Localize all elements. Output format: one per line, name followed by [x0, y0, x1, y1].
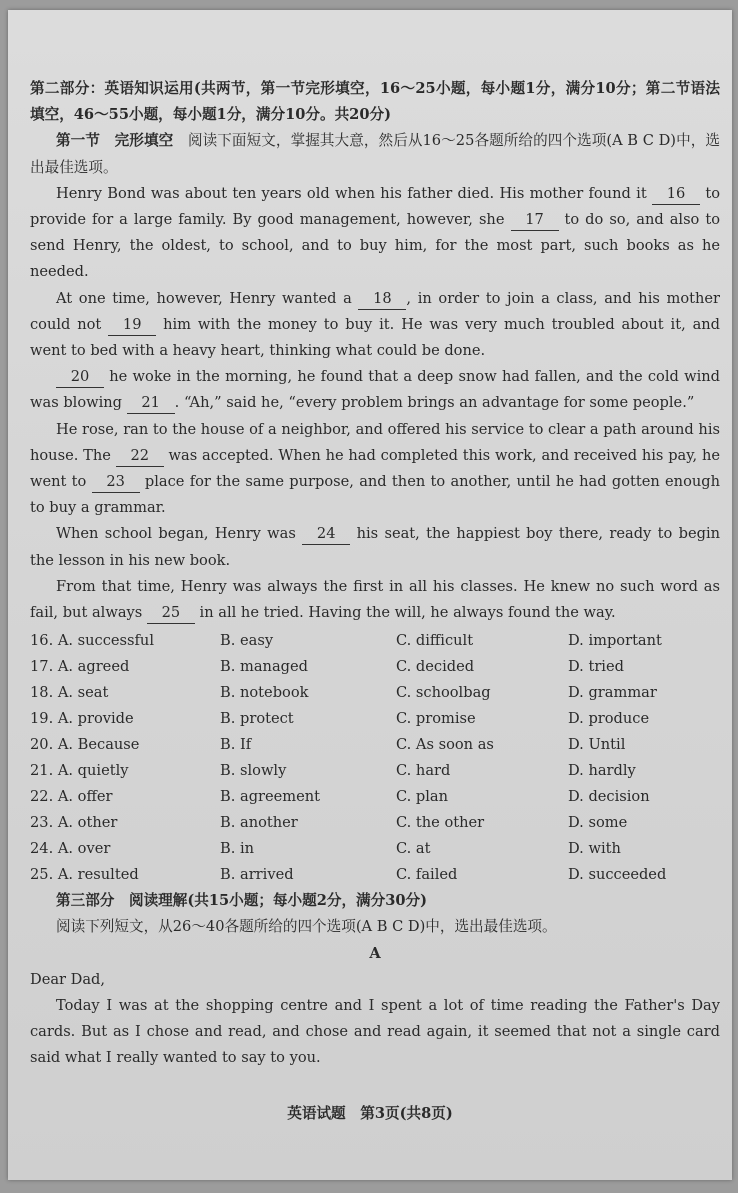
cloze-options — [30, 628, 720, 888]
option-a: 23. A. other — [30, 814, 118, 832]
blank-19: 19 — [108, 315, 156, 336]
option-d: D. some — [568, 814, 628, 832]
blank-21: 21 — [127, 393, 175, 414]
part2-header: 第二部分：英语知识运用(共两节，第一节完形填空，16～25小题，每小题1分，满分10分；第二节语法填空，46～55小题，每小题1分，满分10分。共20分) — [30, 80, 720, 124]
option-row — [30, 836, 720, 862]
option-a: 24. A. over — [30, 840, 111, 858]
option-row — [30, 810, 720, 836]
option-d: D. with — [568, 840, 621, 858]
option-c: C. plan — [396, 788, 449, 806]
p6-text-c: in all he tried. Having the will, he always found the way. — [199, 604, 616, 622]
option-c: C. As soon as — [396, 736, 494, 754]
option-d: D. produce — [568, 710, 650, 728]
option-d: D. decision — [568, 788, 650, 806]
part3-title: 第三部分 阅读理解(共15小题；每小题2分，满分30分) — [56, 892, 428, 910]
letter-body: Today I was at the shopping centre and I spent a lot of time reading the Father's Day cards. But as I chose and read, and chose and read again, it seemed that not a single card said what I really wanted to say to you. — [30, 997, 720, 1067]
passage-a-label: A — [369, 944, 381, 962]
option-b: B. another — [220, 814, 298, 832]
p4-text-a: He rose, ran to the house of a neighbor, and offered his service to clear a path around his house. The — [30, 420, 720, 464]
option-c: C. promise — [396, 710, 476, 728]
p2-text-a: At one time, however, Henry wanted a — [56, 289, 352, 307]
p2-text-d: him with the money to buy it. He was very much troubled about it, and went to bed with a heavy heart, thinking what could be done. — [30, 315, 721, 360]
option-c: C. schoolbag — [396, 684, 491, 702]
p5-text-a: When school began, Henry was — [56, 525, 296, 543]
option-c: C. at — [396, 840, 431, 858]
option-d: D. tried — [568, 658, 624, 676]
p1-text-d: to do so, and also to send Henry, the oldest, to school, and to buy him, for the most part, such books as he needed. — [30, 211, 721, 281]
blank-16: 16 — [652, 184, 700, 205]
option-a: 17. A. agreed — [30, 658, 130, 676]
section1-instruction-text: 阅读下面短文，掌握其大意，然后从16～25各题所给的四个选项(A B C D)中，选出最佳选项。 — [30, 132, 720, 176]
option-row — [30, 732, 720, 758]
blank-23: 23 — [92, 472, 140, 493]
p2-text-c: , in order to join a class, and his mother could not — [30, 289, 720, 333]
option-d: D. succeeded — [568, 866, 667, 884]
page-footer: 英语试题 第3页(共8页) — [287, 1105, 453, 1122]
option-a: 20. A. Because — [30, 736, 140, 754]
passage-paragraph-6 — [30, 574, 720, 626]
option-d: D. hardly — [568, 762, 636, 780]
option-row — [30, 758, 720, 784]
option-d: D. important — [568, 632, 662, 650]
p6-text-a: From that time, Henry was always the first in all his classes. He knew no such word as fail, but always — [30, 577, 720, 622]
option-row — [30, 706, 720, 732]
option-row — [30, 680, 720, 706]
section1-instruction — [30, 128, 720, 180]
option-a: 21. A. quietly — [30, 762, 129, 780]
section1-title: 第一节 完形填空 — [56, 132, 174, 150]
exam-page — [8, 10, 732, 1180]
blank-22: 22 — [116, 446, 164, 467]
passage-paragraph-1 — [30, 181, 720, 286]
p5-text-c: his seat, the happiest boy there, ready to begin the lesson in his new book. — [30, 525, 721, 569]
option-row — [30, 862, 720, 888]
page-content — [30, 76, 720, 1072]
option-c: C. difficult — [396, 632, 474, 650]
option-b: B. arrived — [220, 866, 294, 884]
option-a: 19. A. provide — [30, 710, 134, 728]
option-b: B. easy — [220, 632, 274, 650]
passage-paragraph-2 — [30, 286, 720, 365]
option-b: B. protect — [220, 710, 294, 728]
option-a: 22. A. offer — [30, 788, 113, 806]
option-c: C. failed — [396, 866, 458, 884]
passage-paragraph-3 — [30, 364, 720, 416]
option-a: 25. A. resulted — [30, 866, 139, 884]
option-row — [30, 784, 720, 810]
letter-greeting: Dear Dad, — [30, 970, 106, 988]
p3-text-c: . “Ah,” said he, “every problem brings an advantage for some people.” — [174, 394, 695, 412]
blank-24: 24 — [302, 524, 350, 545]
p3-text-a: he woke in the morning, he found that a deep snow had fallen, and the cold wind was blowing — [30, 368, 721, 412]
option-b: B. managed — [220, 658, 308, 676]
passage-paragraph-4 — [30, 417, 720, 522]
option-b: B. in — [220, 840, 255, 858]
blank-20: 20 — [56, 367, 104, 388]
option-b: B. slowly — [220, 762, 287, 780]
option-row — [30, 654, 720, 680]
option-b: B. notebook — [220, 684, 309, 702]
p4-text-d: place for the same purpose, and then to another, until he had gotten enough to buy a grammar. — [30, 473, 721, 517]
p4-text-c: was accepted. When he had completed this work, and received his pay, he went to — [30, 446, 721, 491]
option-c: C. the other — [396, 814, 485, 832]
part3-instruction: 阅读下列短文，从26～40各题所给的四个选项(A B C D)中，选出最佳选项。 — [56, 918, 557, 936]
option-a: 18. A. seat — [30, 684, 109, 702]
p1-text-c: to provide for a large family. By good management, however, she — [30, 184, 721, 229]
option-c: C. decided — [396, 658, 475, 676]
option-c: C. hard — [396, 762, 451, 780]
option-a: 16. A. successful — [30, 632, 154, 650]
option-b: B. If — [220, 736, 252, 754]
option-d: D. grammar — [568, 684, 657, 702]
option-row — [30, 628, 720, 654]
passage-paragraph-5 — [30, 521, 720, 573]
blank-18: 18 — [358, 289, 406, 310]
option-d: D. Until — [568, 736, 626, 754]
blank-17: 17 — [511, 210, 559, 231]
option-b: B. agreement — [220, 788, 321, 806]
blank-25: 25 — [147, 603, 195, 624]
p1-text-a: Henry Bond was about ten years old when his father died. His mother found it — [56, 184, 647, 202]
